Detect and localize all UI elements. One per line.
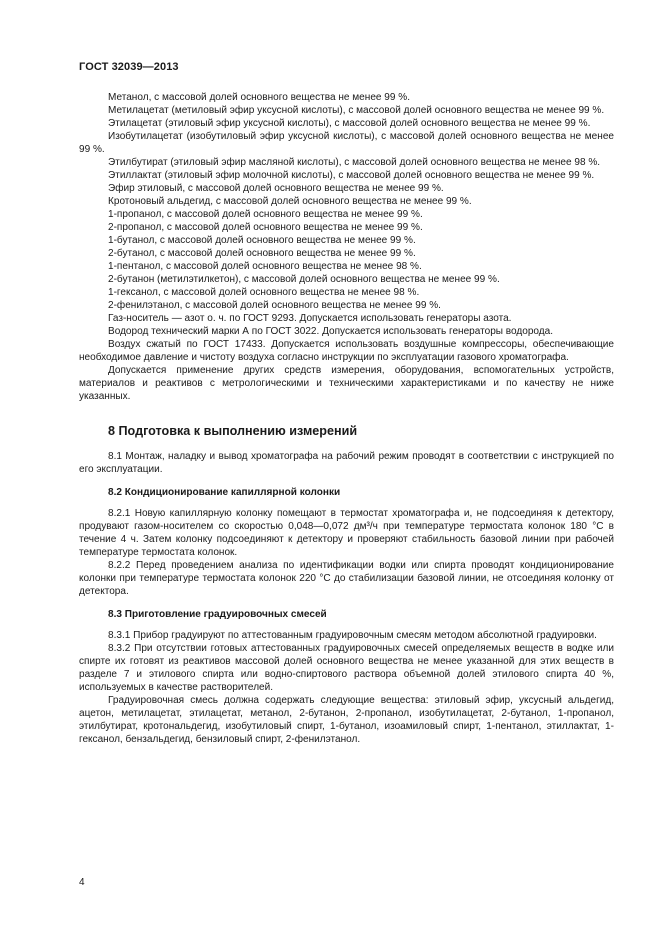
reagent-2-phenylethanol: 2-фенилэтанол, с массовой долей основного вещества не менее 99 %. xyxy=(108,300,441,311)
reagent-2-propanol: 2-пропанол, с массовой долей основного вещества не менее 99 %. xyxy=(108,222,423,233)
reagent-crotonaldehyde: Кротоновый альдегид, с массовой долей основного вещества не менее 99 %. xyxy=(108,196,472,207)
paragraph-8-3-2: 8.3.2 При отсутствии готовых аттестованных градуировочных смесей определяемых веществ в водке или спирте их готовят из реактивов массовой долей основного вещества не менее указанной для этих веществ в разделе 7 и этилового спирта или водно-спиртового раствора объемной долей этилового спирта 40 %, используемых в качестве растворителей. xyxy=(79,643,614,693)
reagent-ethyl-acetate: Этилацетат (этиловый эфир уксусной кислоты), с массовой долей основного вещества не менее 99 %. xyxy=(108,118,591,129)
carrier-gas: Газ-носитель — азот о. ч. по ГОСТ 9293. Допускается использовать генераторы азота. xyxy=(108,313,512,324)
alternatives-note: Допускается применение других средств измерения, оборудования, вспомогательных устройств, материалов и реактивов с метрологическими и техническими характеристиками и по качеству не ниже указанных. xyxy=(79,365,614,402)
compressed-air: Воздух сжатый по ГОСТ 17433. Допускается использовать воздушные компрессоры, обеспечивающие необходимое давление и чистоту воздуха согласно инструкции по эксплуатации газового хроматографа. xyxy=(79,339,614,363)
page-content xyxy=(79,91,614,746)
reagent-isobutyl-acetate: Изобутилацетат (изобутиловый эфир уксусной кислоты), с массовой долей основного вещества не менее 99 %. xyxy=(79,131,614,155)
reagent-ethyl-lactate: Этиллактат (этиловый эфир молочной кислоты), с массовой долей основного вещества не менее 99 %. xyxy=(108,170,595,181)
paragraph-8-2-2: 8.2.2 Перед проведением анализа по идентификации водки или спирта проводят кондиционирование колонки при температуре термостата колонок 220 °С до стабилизации базовой линии, не отсоединяя колонку от детектора. xyxy=(79,560,614,597)
reagent-1-propanol: 1-пропанол, с массовой долей основного вещества не менее 99 %. xyxy=(108,209,423,220)
reagent-methyl-acetate: Метилацетат (метиловый эфир уксусной кислоты), с массовой долей основного вещества не менее 99 %. xyxy=(108,105,605,116)
paragraph-8-2-1: 8.2.1 Новую капиллярную колонку помещают в термостат хроматографа и, не подсоединяя к детектору, продувают газом-носителем со скоростью 0,048—0,072 дм³/ч при температуре термостата колонок 180 °С в течение 4 ч. Затем колонку подсоединяют к детектору и проверяют стабильность базовой линии при рабочей температуре термостата колонок. xyxy=(79,508,614,558)
reagent-ethyl-butyrate: Этилбутират (этиловый эфир масляной кислоты), с массовой долей основного вещества не менее 98 %. xyxy=(108,157,601,168)
hydrogen: Водород технический марки А по ГОСТ 3022. Допускается использовать генераторы водорода. xyxy=(108,326,554,337)
reagent-2-butanol: 2-бутанол, с массовой долей основного вещества не менее 99 %. xyxy=(108,248,416,259)
document-header: ГОСТ 32039—2013 xyxy=(79,61,179,73)
section-8-title: 8 Подготовка к выполнению измерений xyxy=(108,424,358,438)
section-8-3-title: 8.3 Приготовление градуировочных смесей xyxy=(108,609,327,620)
reagent-1-butanol: 1-бутанол, с массовой долей основного вещества не менее 99 %. xyxy=(108,235,416,246)
page-number: 4 xyxy=(79,877,85,888)
section-8-2-title: 8.2 Кондиционирование капиллярной колонки xyxy=(108,487,341,498)
paragraph-8-1: 8.1 Монтаж, наладку и вывод хроматографа на рабочий режим проводят в соответствии с инструкцией по его эксплуатации. xyxy=(79,451,614,475)
reagent-1-hexanol: 1-гексанол, с массовой долей основного вещества не менее 98 %. xyxy=(108,287,420,298)
reagent-methanol: Метанол, с массовой долей основного вещества не менее 99 %. xyxy=(108,92,410,103)
reagent-2-butanone: 2-бутанон (метилэтилкетон), с массовой долей основного вещества не менее 99 %. xyxy=(108,274,500,285)
paragraph-mixture: Градуировочная смесь должна содержать следующие вещества: этиловый эфир, уксусный альдегид, ацетон, метилацетат, этилацетат, метанол, 2-бутанон, 2-пропанол, изобутилацетат, 2-бутанол, 1-пропанол, этилбутират, кротональдегид, изобутиловый спирт, 1-бутанол, изоамиловый спирт, 1-пентанол, этиллактат, 1-гексанол, бензальдегид, бензиловый спирт, 2-фенилэтанол. xyxy=(79,695,614,745)
paragraph-8-3-1: 8.3.1 Прибор градуируют по аттестованным градуировочным смесям методом абсолютной градуировки. xyxy=(108,630,597,641)
reagent-diethyl-ether: Эфир этиловый, с массовой долей основного вещества не менее 99 %. xyxy=(108,183,444,194)
reagent-1-pentanol: 1-пентанол, с массовой долей основного вещества не менее 98 %. xyxy=(108,261,422,272)
